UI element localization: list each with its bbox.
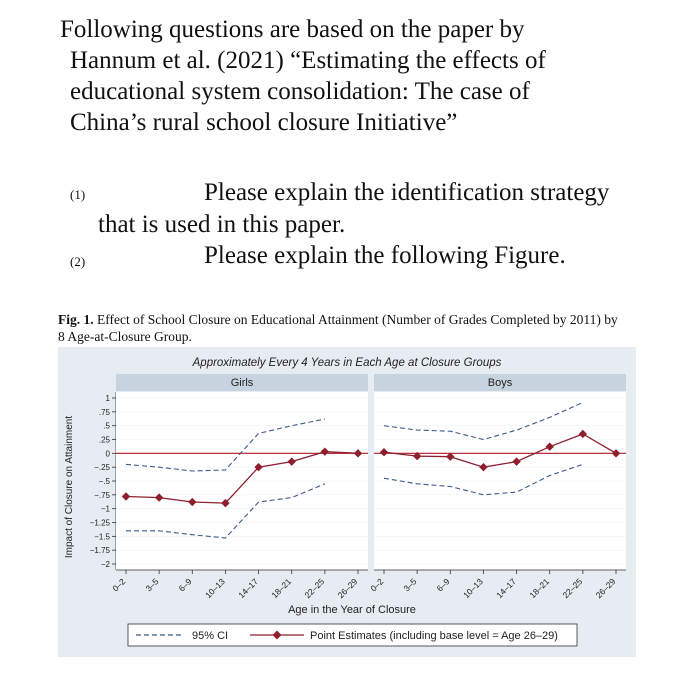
girls-x-tick-label: 6–9 xyxy=(176,576,194,594)
x-axis-label: Age in the Year of Closure xyxy=(288,604,416,616)
y-tick-label: −.25 xyxy=(94,463,110,473)
girls-x-tick-label: 0–2 xyxy=(110,576,128,594)
boys-x-tick-label: 6–9 xyxy=(434,576,452,594)
boys-x-tick-label: 10–13 xyxy=(461,576,485,601)
girls-x-tick-label: 3–5 xyxy=(143,576,161,594)
intro-line-1: Following questions are based on the paper by xyxy=(60,16,525,43)
boys-x-tick-label: 14–17 xyxy=(494,576,518,601)
girls-x-tick-label: 14–17 xyxy=(236,576,260,601)
boys-x-tick-label: 22–25 xyxy=(560,576,585,601)
question-1-number: (1) xyxy=(70,187,86,202)
girls-x-tick-label: 10–13 xyxy=(203,576,227,601)
y-tick-label: −1.25 xyxy=(89,518,110,528)
figure-label: Fig. 1. xyxy=(58,312,94,327)
question-1-text-cont: that is used in this paper. xyxy=(98,211,346,238)
boys-x-tick-label: 18–21 xyxy=(527,576,552,601)
intro-line-3: educational system consolidation: The case of xyxy=(70,78,530,105)
y-tick-label: −.75 xyxy=(94,490,110,500)
y-tick-label: −1.5 xyxy=(94,532,110,542)
girls-x-tick-label: 26–29 xyxy=(335,576,360,601)
y-tick-label: −2 xyxy=(100,560,110,569)
legend-point-label: Point Estimates (including base level = Age 26–29) xyxy=(310,630,558,642)
question-2-number: (2) xyxy=(70,254,86,269)
figure-caption-text: Effect of School Closure on Educational Attainment (Number of Grades Completed by 2011) by xyxy=(93,312,618,327)
figure-caption-line2: 8 Age-at-Closure Group. xyxy=(58,329,192,344)
girls-x-tick-label: 18–21 xyxy=(269,576,294,601)
chart-title: Approximately Every 4 Years in Each Age at Closure Groups xyxy=(192,357,502,369)
question-2-text: Please explain the following Figure. xyxy=(204,242,566,269)
y-tick-label: .5 xyxy=(103,421,110,431)
y-axis-label: Impact of Closure on Attainment xyxy=(64,415,75,559)
intro-line-2: Hannum et al. (2021) “Estimating the effects of xyxy=(70,47,546,74)
y-tick-label: −.5 xyxy=(98,477,110,486)
girls-x-tick-label: 22–25 xyxy=(302,576,327,601)
y-tick-label: −1.75 xyxy=(89,546,110,556)
boys-x-tick-label: 26–29 xyxy=(593,576,618,601)
boys-x-tick-label: 0–2 xyxy=(368,576,386,594)
y-tick-label: .25 xyxy=(98,435,110,445)
y-tick-label: 0 xyxy=(105,449,110,459)
question-1-text: Please explain the identification strategy xyxy=(204,179,610,206)
girls-panel-title: Girls xyxy=(230,377,254,389)
y-tick-label: −1 xyxy=(100,504,110,514)
boys-x-tick-label: 3–5 xyxy=(401,576,419,594)
y-tick-label: 1 xyxy=(105,394,110,403)
intro-line-4: China’s rural school closure Initiative” xyxy=(70,109,458,136)
legend-ci-label: 95% CI xyxy=(192,630,229,642)
plot-layer xyxy=(90,374,626,600)
y-tick-label: .75 xyxy=(98,407,110,417)
boys-panel-title: Boys xyxy=(487,377,513,389)
